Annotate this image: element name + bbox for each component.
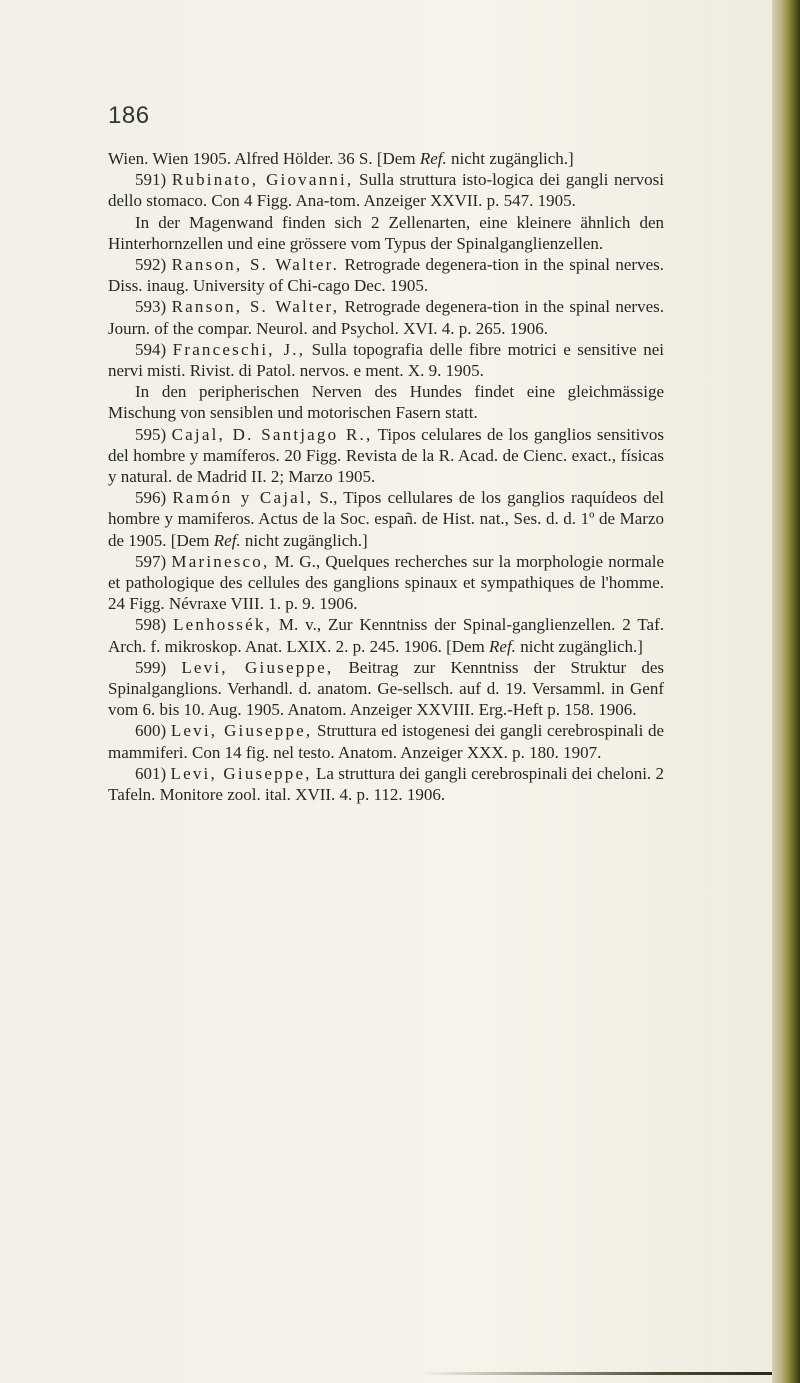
bottom-rule xyxy=(420,1372,772,1375)
entry-abstract xyxy=(108,212,664,254)
bibliography-entry xyxy=(108,720,664,762)
entry-note: nicht zugänglich.] xyxy=(450,149,574,168)
entry-text: La struttura dei gangli cerebrospinali dei cheloni. 2 Tafeln. Monitore zool. ital. XVII. 4. p. 112. 1906. xyxy=(108,763,664,805)
abstract-text: In den peripherischen Nerven des Hundes findet eine gleichmässige Mischung von sensiblen und motorischen Fasern statt. xyxy=(108,382,664,423)
entry-number: 597) xyxy=(135,551,167,571)
entry-text: Beitrag zur Kenntniss der Struktur des Spinalganglions. Verhandl. d. anatom. Ge-sellsch. auf d. 19. Versamml. in Genf vom 6. bis 10. Aug. 1905. Anatom. Anzeiger XXVIII. Erg.-Heft p. 158. 1906. xyxy=(108,657,664,720)
entry-author: Levi, Giuseppe, xyxy=(170,721,313,741)
entry-author: Levi, Giuseppe, xyxy=(181,657,334,677)
entry-continuation xyxy=(108,148,664,169)
entry-author: Marinesco, xyxy=(171,551,270,571)
entry-number: 598) xyxy=(135,615,167,635)
entry-author: Levi, Giuseppe, xyxy=(170,763,312,783)
entry-author: Cajal, D. Santjago R., xyxy=(171,424,373,444)
ref-abbrev: Ref. xyxy=(213,530,241,550)
entry-author: Ranson, S. Walter, xyxy=(171,297,340,317)
entry-text: Sulla struttura isto-logica dei gangli nervosi dello stomaco. Con 4 Figg. Ana-tom. Anzeiger XXVII. p. 547. 1905. xyxy=(108,170,664,211)
entry-text: Retrograde degenera-tion in the spinal nerves. Diss. inaug. University of Chi-cago Dec. 1905. xyxy=(108,255,664,296)
bibliography-entry xyxy=(108,339,664,381)
entry-number: 601) xyxy=(135,763,167,783)
bibliography-entry xyxy=(108,487,664,551)
bibliography-entry xyxy=(108,657,664,721)
entry-number: 600) xyxy=(135,721,167,741)
entry-note: nicht zugänglich.] xyxy=(520,636,643,656)
entry-note: nicht zugänglich.] xyxy=(244,530,368,550)
entry-number: 595) xyxy=(135,424,167,444)
entry-author: Franceschi, J., xyxy=(172,339,306,359)
entry-author: Rubinato, Giovanni, xyxy=(171,170,354,190)
bibliography-entry xyxy=(108,551,664,615)
entry-text: Tipos celulares de los ganglios sensitivos del hombre y mamíferos. 20 Figg. Revista de la R. Acad. de Cienc. exact., físicas y natural. de Madrid II. 2; Marzo 1905. xyxy=(108,424,664,487)
entry-text: Wien. Wien 1905. Alfred Hölder. 36 S. [Dem xyxy=(108,149,416,168)
entry-text: Sulla topografia delle fibre motrici e sensitive nei nervi misti. Rivist. di Patol. nervos. e ment. X. 9. 1905. xyxy=(108,339,664,381)
page-number: 186 xyxy=(108,102,150,129)
bibliography-entry xyxy=(108,254,664,296)
entry-author: Ranson, S. Walter. xyxy=(171,255,340,275)
bibliography-entry xyxy=(108,614,664,656)
entry-text: Struttura ed istogenesi dei gangli cerebrospinali de mammiferi. Con 14 fig. nel testo. Anatom. Anzeiger XXX. p. 180. 1907. xyxy=(108,721,665,762)
entry-text: M. v., Zur Kenntniss der Spinal-ganglienzellen. 2 Taf. Arch. f. mikroskop. Anat. LXIX. 2. p. 245. 1906. [Dem xyxy=(108,615,664,656)
bibliography-text xyxy=(108,148,664,805)
page-edge xyxy=(772,0,800,1383)
entry-number: 594) xyxy=(135,339,167,359)
entry-number: 599) xyxy=(135,657,167,677)
entry-number: 592) xyxy=(135,255,167,275)
abstract-text: In der Magenwand finden sich 2 Zellenarten, eine kleinere ähnlich den Hinterhornzellen und eine grössere vom Typus der Spinalganglienzellen. xyxy=(108,212,664,253)
entry-number: 591) xyxy=(135,170,167,190)
ref-abbrev: Ref. xyxy=(419,149,447,168)
entry-text: Retrograde degenera-tion in the spinal nerves. Journ. of the compar. Neurol. and Psychol. XVI. 4. p. 265. 1906. xyxy=(108,297,664,338)
entry-author: Ramón y Cajal, xyxy=(172,488,314,508)
bibliography-entry xyxy=(108,296,664,338)
entry-author: Lenhossék, xyxy=(173,615,273,635)
bibliography-entry xyxy=(108,169,664,211)
entry-text: M. G., Quelques recherches sur la morphologie normale et pathologique des cellules des ganglions spinaux et sympathiques de l'homme. 24 Figg. Névraxe VIII. 1. p. 9. 1906. xyxy=(108,551,665,614)
entry-number: 593) xyxy=(135,297,167,317)
bibliography-entry xyxy=(108,424,664,488)
ref-abbrev: Ref. xyxy=(489,636,516,656)
entry-text: S., Tipos cellulares de los ganglios raquídeos del hombre y mamiferos. Actus de la Soc. españ. de Hist. nat., Ses. d. d. 1º de Marzo de 1905. [Dem xyxy=(108,488,664,550)
entry-number: 596) xyxy=(135,488,167,508)
entry-abstract xyxy=(108,381,664,423)
bibliography-entry xyxy=(108,763,664,805)
